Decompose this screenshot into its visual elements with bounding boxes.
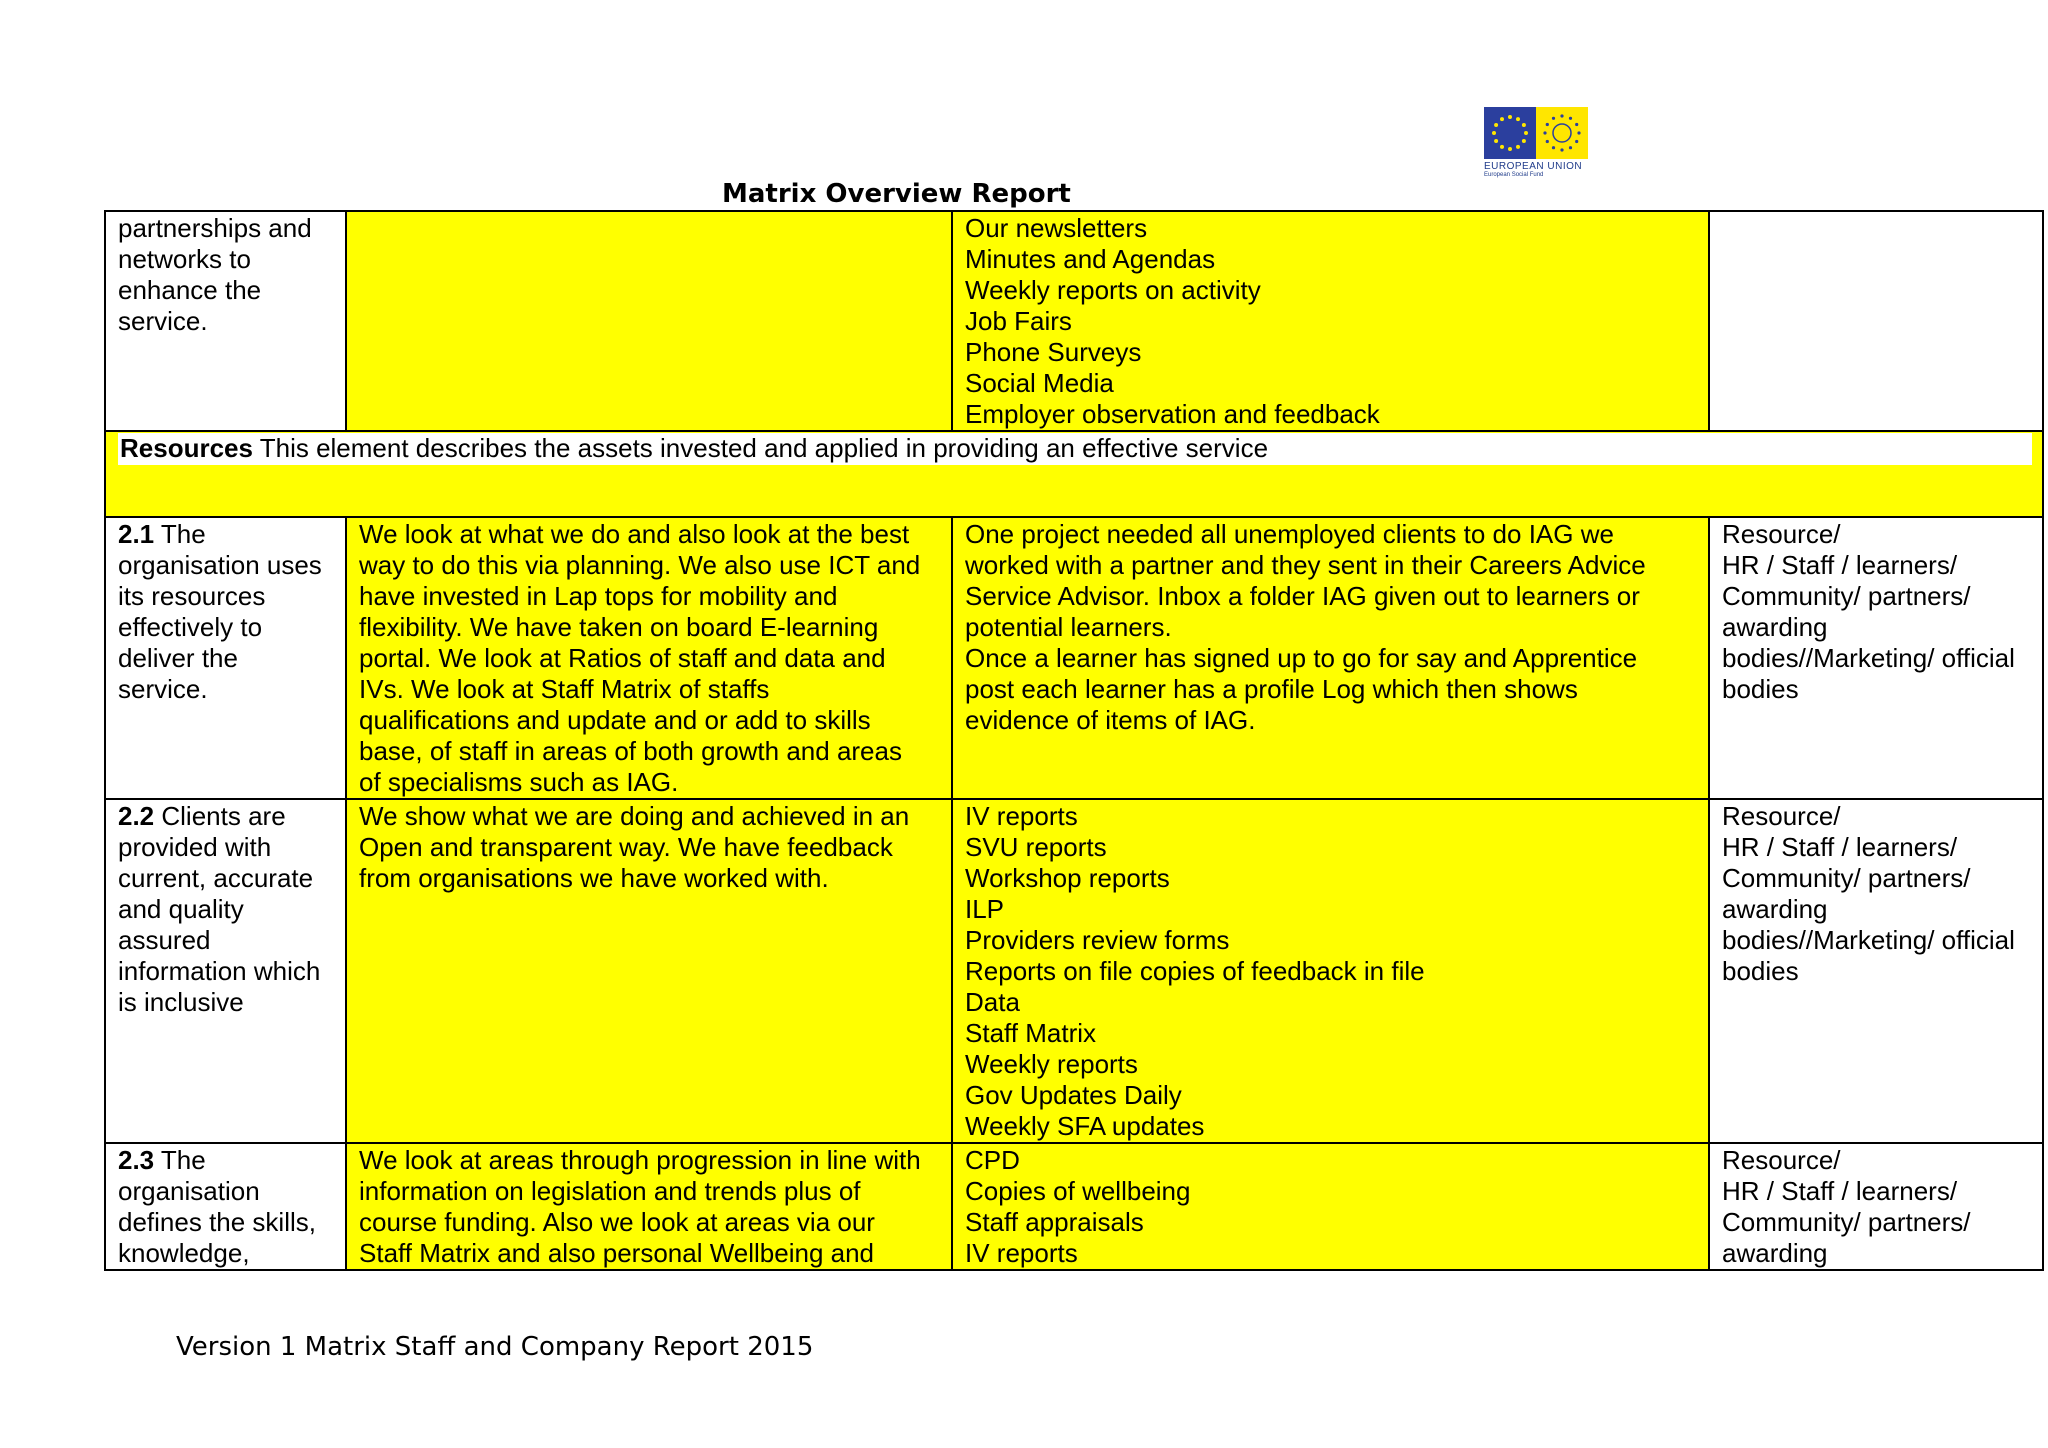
- page-footer: Version 1 Matrix Staff and Company Report 2015: [176, 1332, 814, 1362]
- section-heading: Resources: [120, 433, 253, 463]
- matrix-table: [104, 210, 2044, 1271]
- criterion-text: partnerships and networks to enhance the service.: [118, 213, 312, 336]
- logo-sub-caption: European Social Fund: [1484, 172, 1544, 178]
- criterion-label: Clients are provided with current, accurate and quality assured information which is inclusive: [118, 801, 321, 1017]
- actions-cell: [346, 1143, 952, 1270]
- criterion-cell: [105, 1143, 346, 1270]
- criterion-id: 2.1: [118, 519, 155, 549]
- evidence-cell: [952, 799, 1709, 1143]
- stakeholders-text: Resource/ HR / Staff / learners/ Community/ partners/ awarding bodies//Marketing/ official bodies: [1722, 519, 2015, 704]
- stakeholders-cell: [1709, 1143, 2043, 1270]
- criterion-text: [118, 519, 335, 705]
- table-row-2-1: [105, 517, 2043, 799]
- section-row-resources: [105, 431, 2043, 517]
- table-row-2-3: [105, 1143, 2043, 1270]
- esf-flag-icon: [1536, 107, 1588, 159]
- actions-cell: [346, 517, 952, 799]
- actions-text: We show what we are doing and achieved in an Open and transparent way. We have feedback from organisations we have worked with.: [359, 801, 910, 893]
- evidence-cell: [952, 211, 1709, 431]
- report-title: Matrix Overview Report: [722, 179, 1071, 209]
- evidence-text: One project needed all unemployed clients to do IAG we worked with a partner and they sent in their Careers Advice Service Advisor. Inbox a folder IAG given out to learners or potential learners. Once a learner has signed up to go for say and Apprentice post each learner has a profile Log which then shows evidence of items of IAG.: [965, 519, 1646, 735]
- esf-mark-icon: [1536, 107, 1588, 159]
- evidence-text: IV reports SVU reports Workshop reports ILP Providers review forms Reports on file copies of feedback in file Data Staff Matrix Weekly reports Gov Updates Daily Weekly SFA updates: [965, 801, 1425, 1141]
- eu-flag-icon: [1484, 107, 1536, 159]
- stakeholders-text: Resource/ HR / Staff / learners/ Community/ partners/ awarding: [1722, 1145, 1971, 1268]
- eu-stars-icon: [1484, 107, 1536, 159]
- criterion-id: 2.2: [118, 801, 155, 831]
- criterion-cell: [105, 517, 346, 799]
- actions-cell: [346, 211, 952, 431]
- actions-cell: [346, 799, 952, 1143]
- evidence-cell: [952, 517, 1709, 799]
- criterion-label: The organisation defines the skills, knowledge,: [118, 1145, 316, 1268]
- section-bar: [118, 433, 2032, 465]
- criterion-label: The organisation uses its resources effectively to deliver the service.: [118, 519, 322, 704]
- eu-esf-logo: [1484, 107, 1589, 179]
- criterion-id: 2.3: [118, 1145, 155, 1175]
- actions-text: We look at areas through progression in line with information on legislation and trends plus of course funding. Also we look at areas via our Staff Matrix and also personal Wellbeing and: [359, 1145, 921, 1268]
- table-row-2-2: [105, 799, 2043, 1143]
- section-cell: [105, 431, 2043, 517]
- logo-flags: [1484, 107, 1589, 159]
- criterion-cell: [105, 211, 346, 431]
- evidence-text: Our newsletters Minutes and Agendas Weekly reports on activity Job Fairs Phone Surveys Social Media Employer observation and feedback: [965, 213, 1380, 429]
- criterion-text: [118, 801, 335, 1018]
- stakeholders-cell: [1709, 799, 2043, 1143]
- section-description: This element describes the assets invested and applied in providing an effective service: [252, 433, 1269, 463]
- stakeholders-cell: [1709, 517, 2043, 799]
- evidence-cell: [952, 1143, 1709, 1270]
- criterion-text: [118, 1145, 335, 1269]
- stakeholders-text: Resource/ HR / Staff / learners/ Community/ partners/ awarding bodies//Marketing/ official bodies: [1722, 801, 2015, 986]
- stakeholders-cell: [1709, 211, 2043, 431]
- evidence-text: CPD Copies of wellbeing Staff appraisals IV reports: [965, 1145, 1191, 1268]
- criterion-cell: [105, 799, 346, 1143]
- table-row-partnerships: [105, 211, 2043, 431]
- actions-text: We look at what we do and also look at the best way to do this via planning. We also use ICT and have invested in Lap tops for mobility and flexibility. We have taken on board E-learning portal. We look at Ratios of staff and data and IVs. We look at Staff Matrix of staffs qualifications and update and or add to skills base, of staff in areas of both growth and areas of specialisms such as IAG.: [359, 519, 921, 797]
- logo-caption: EUROPEAN UNION: [1484, 161, 1583, 172]
